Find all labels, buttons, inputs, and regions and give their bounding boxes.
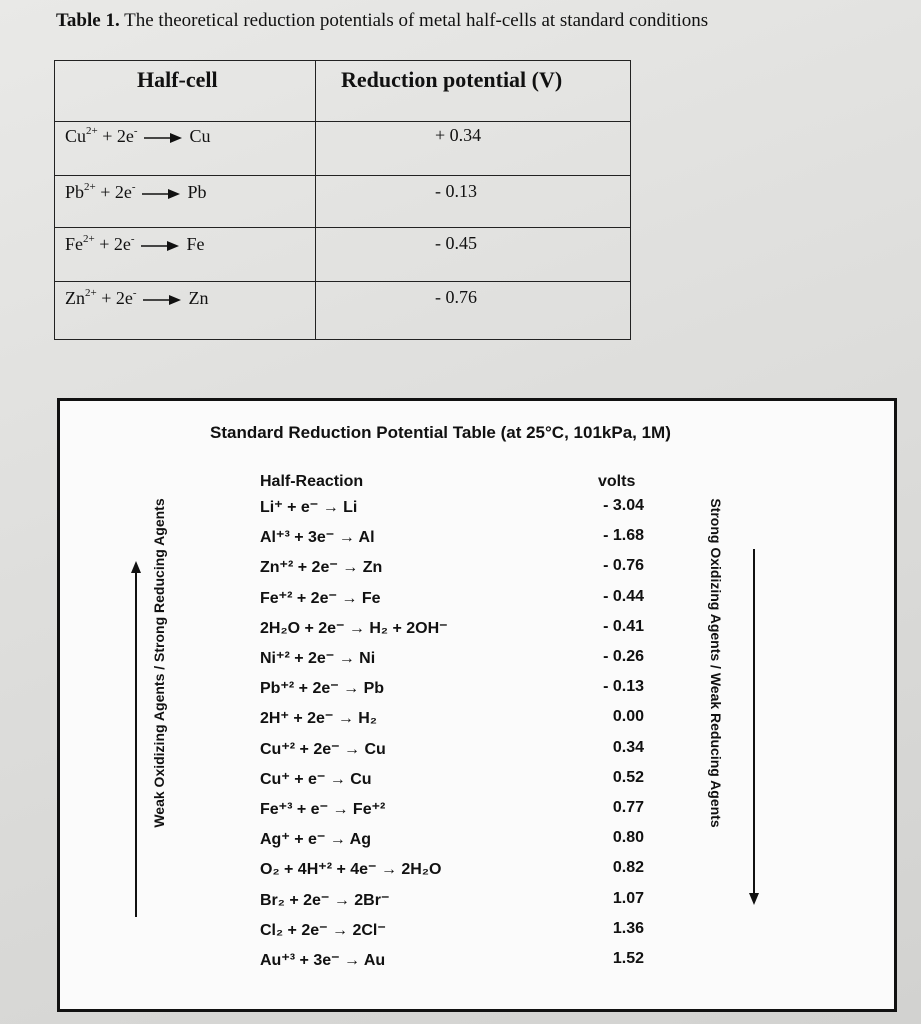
half-reaction: Cu⁺ + e⁻ → Cu xyxy=(260,770,372,788)
volts-value: - 0.13 xyxy=(603,678,644,696)
reaction-row xyxy=(60,799,894,829)
row-divider xyxy=(55,281,630,282)
table1-caption xyxy=(56,10,708,32)
reaction-row xyxy=(60,739,894,769)
half-cell-equation: $Fe^{2+} + 2e^-$ Fe xyxy=(65,233,205,254)
reaction-row xyxy=(60,527,894,557)
volts-value: - 0.44 xyxy=(603,587,644,605)
half-reaction: Fe⁺² + 2e⁻ → Fe xyxy=(260,589,381,607)
volts-value: 1.52 xyxy=(612,950,644,967)
reaction-row xyxy=(60,829,894,859)
half-reaction: 2H⁺ + 2e⁻ → H₂ xyxy=(260,710,377,728)
reaction-row xyxy=(60,557,894,587)
reaction-arrow-icon xyxy=(143,294,183,306)
volts-value: - 1.68 xyxy=(603,527,644,545)
volts-value: - 3.04 xyxy=(603,497,644,514)
reaction-row xyxy=(60,497,894,527)
reduction-potential-value: - 0.13 xyxy=(435,181,477,201)
reaction-row xyxy=(60,618,894,648)
half-reaction: O₂ + 4H⁺² + 4e⁻ → 2H₂O xyxy=(260,861,442,879)
reaction-row xyxy=(60,890,894,920)
reaction-arrow-icon xyxy=(144,132,184,144)
header-half-reaction: Half-Reaction xyxy=(260,473,364,490)
half-reaction: Cu⁺² + 2e⁻ → Cu xyxy=(260,740,386,758)
half-reaction: Al⁺³ + 3e⁻ → Al xyxy=(260,529,375,547)
reaction-row xyxy=(60,950,894,980)
reaction-row xyxy=(60,708,894,738)
reduction-table-title: Standard Reduction Potential Table (at 25°C, 101kPa, 1M) xyxy=(210,423,671,442)
volts-value: 0.82 xyxy=(612,859,644,877)
reduction-potential-value: - 0.45 xyxy=(435,233,477,253)
half-reaction: Au⁺³ + 3e⁻ → Au xyxy=(260,952,386,969)
reaction-arrow-icon xyxy=(142,188,182,200)
table1-caption-text: The theoretical reduction potentials of metal half-cells at standard conditions xyxy=(124,10,709,31)
reaction-arrow-icon xyxy=(141,240,181,252)
reaction-row xyxy=(60,859,894,889)
header-volts: volts xyxy=(598,473,636,490)
reaction-row xyxy=(60,588,894,618)
row-divider xyxy=(55,175,630,176)
strong-oxidizing-label: Strong Oxidizing Agents / Weak Reducing Agents xyxy=(708,498,724,828)
half-reaction: Zn⁺² + 2e⁻ → Zn xyxy=(260,559,383,577)
row-divider xyxy=(55,227,630,228)
volts-value: 1.36 xyxy=(612,919,644,937)
half-reaction: Ag⁺ + e⁻ → Ag xyxy=(260,831,371,849)
reaction-row xyxy=(60,648,894,678)
volts-value: 0.00 xyxy=(612,708,644,726)
row-divider xyxy=(55,121,630,122)
standard-reduction-table xyxy=(57,398,897,1012)
half-cell-equation: $Pb^{2+} + 2e^-$ Pb xyxy=(65,181,207,202)
half-reaction: Fe⁺³ + e⁻ → Fe⁺² xyxy=(260,801,386,818)
column-divider xyxy=(315,61,316,339)
half-reaction: Li⁺ + e⁻ → Li xyxy=(260,499,358,516)
volts-value: 0.80 xyxy=(612,829,644,847)
header-half-cell: Half-cell xyxy=(137,67,218,92)
table1-caption-label: Table 1. xyxy=(56,10,120,31)
volts-value: 0.34 xyxy=(612,738,644,756)
volts-value: - 0.76 xyxy=(603,557,644,575)
half-reaction: 2H₂O + 2e⁻ → H₂ + 2OH⁻ xyxy=(260,619,448,637)
reaction-row xyxy=(60,769,894,799)
header-reduction-potential: Reduction potential (V) xyxy=(341,67,563,92)
volts-value: 1.07 xyxy=(612,889,644,907)
half-reaction: Br₂ + 2e⁻ → 2Br⁻ xyxy=(260,891,390,909)
volts-value: - 0.41 xyxy=(603,617,644,635)
weak-oxidizing-label: Weak Oxidizing Agents / Strong Reducing Agents xyxy=(151,498,167,828)
volts-value: - 0.26 xyxy=(603,648,644,665)
half-cell-equation: $Cu^{2+} + 2e^-$ Cu xyxy=(65,125,211,146)
reduction-potential-value: - 0.76 xyxy=(435,287,477,307)
half-reaction: Cl₂ + 2e⁻ → 2Cl⁻ xyxy=(260,921,386,939)
half-reaction: Ni⁺² + 2e⁻ → Ni xyxy=(260,650,376,667)
reaction-row xyxy=(60,678,894,708)
reduction-potential-value: + 0.34 xyxy=(435,125,482,145)
half-cell-table xyxy=(54,60,631,340)
half-reaction: Pb⁺² + 2e⁻ → Pb xyxy=(260,680,385,698)
volts-value: 0.77 xyxy=(612,799,644,816)
volts-value: 0.52 xyxy=(612,768,644,786)
reaction-row xyxy=(60,920,894,950)
half-cell-equation: $Zn^{2+} + 2e^-$ Zn xyxy=(65,287,209,308)
